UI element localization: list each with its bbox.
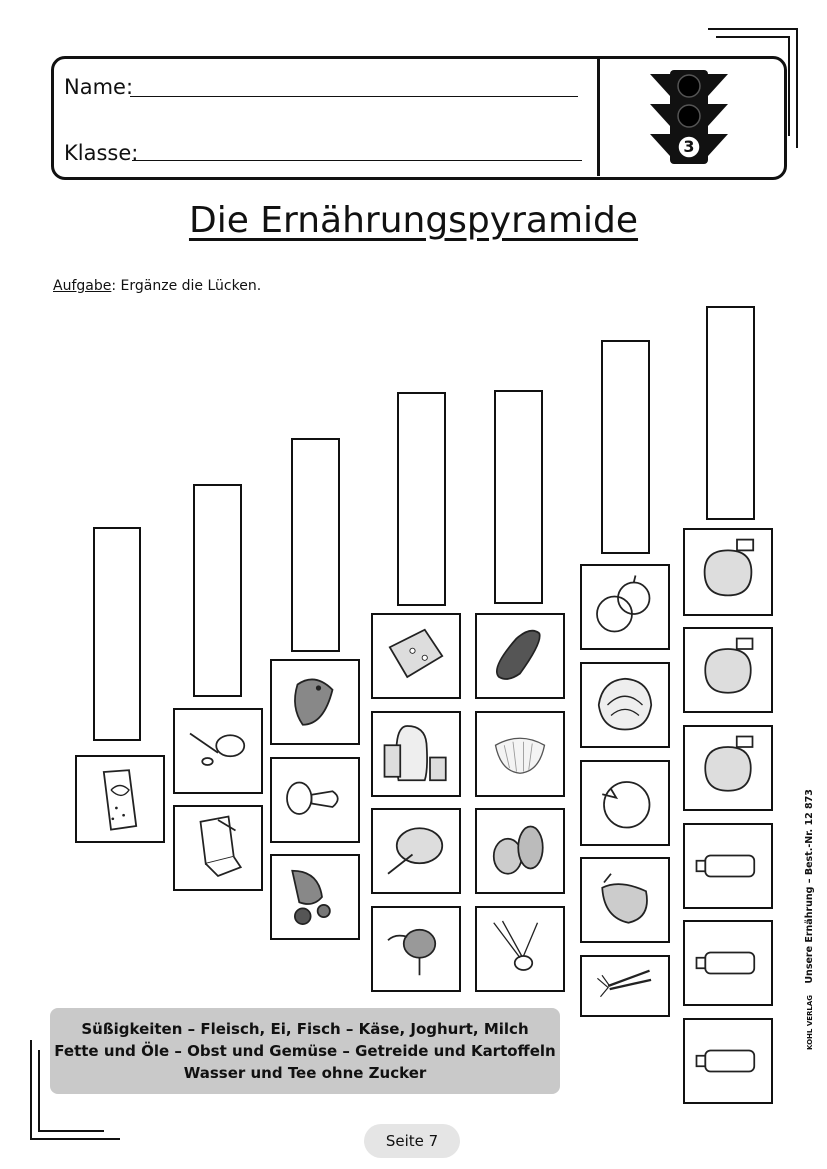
side-publication-text [804,789,815,1050]
corner-line [38,1130,104,1132]
corner-line [788,36,790,136]
milk-jug-image [371,711,461,797]
fish-image [270,659,360,745]
level-number: 3 [683,137,695,156]
tea-pot-image-1 [683,528,773,616]
apple-image [580,564,670,650]
corner-line [38,1050,40,1132]
spaghetti-image [475,906,565,992]
oil-bottle-image [371,906,461,992]
corner-line [30,1040,32,1140]
task-text: Ergänze die Lücken. [120,278,262,294]
class-field[interactable] [132,140,582,161]
task-separator: : [111,278,117,294]
tomato-image [580,760,670,846]
bread-image [475,613,565,699]
pepper-image [580,857,670,943]
page-title: Die Ernährungspyramide [188,200,639,241]
task-label: Aufgabe [53,278,112,294]
corner-line [796,28,798,148]
name-field[interactable] [130,76,578,97]
name-label: Name: [64,75,134,99]
task [53,278,261,294]
water-bottle-image-1 [683,823,773,909]
butter-image [173,805,263,891]
pasta-bowl-image [475,711,565,797]
answer-slot-2[interactable] [193,484,242,697]
publisher-logo: KOHL VERLAG [806,994,814,1050]
answer-slot-6[interactable] [601,340,650,554]
corner-line [30,1138,120,1140]
potatoes-image [475,808,565,894]
answer-slot-1[interactable] [93,527,141,741]
word-bank-line-2: Fette und Öle – Obst und Gemüse – Getreide und Kartoffeln [54,1042,556,1060]
meat-image [270,854,360,940]
class-label: Klasse: [64,141,139,165]
lettuce-image [580,662,670,748]
corner-line [708,28,798,30]
answer-slot-4[interactable] [397,392,446,606]
cake-image [75,755,165,843]
word-bank-line-1: Süßigkeiten – Fleisch, Ei, Fisch – Käse, Joghurt, Milch [81,1020,529,1038]
egg-image [270,757,360,843]
cheese-image [371,613,461,699]
tea-pot-image-2 [683,627,773,713]
page-number: Seite 7 [364,1124,460,1158]
answer-slot-7[interactable] [706,306,755,520]
water-bottle-image-2 [683,920,773,1006]
header-divider [597,58,600,176]
water-bottle-image-3 [683,1018,773,1104]
cheese-cake-image [371,808,461,894]
corner-line [716,36,790,38]
carrots-image [580,955,670,1017]
answer-slot-3[interactable] [291,438,340,652]
tea-pot-image-3 [683,725,773,811]
word-bank-line-3: Wasser und Tee ohne Zucker [183,1064,427,1082]
series-info: Unsere Ernährung – Best.-Nr. 12 873 [804,789,815,984]
word-bank [50,1008,560,1094]
spoon-fat-image [173,708,263,794]
answer-slot-5[interactable] [494,390,543,604]
